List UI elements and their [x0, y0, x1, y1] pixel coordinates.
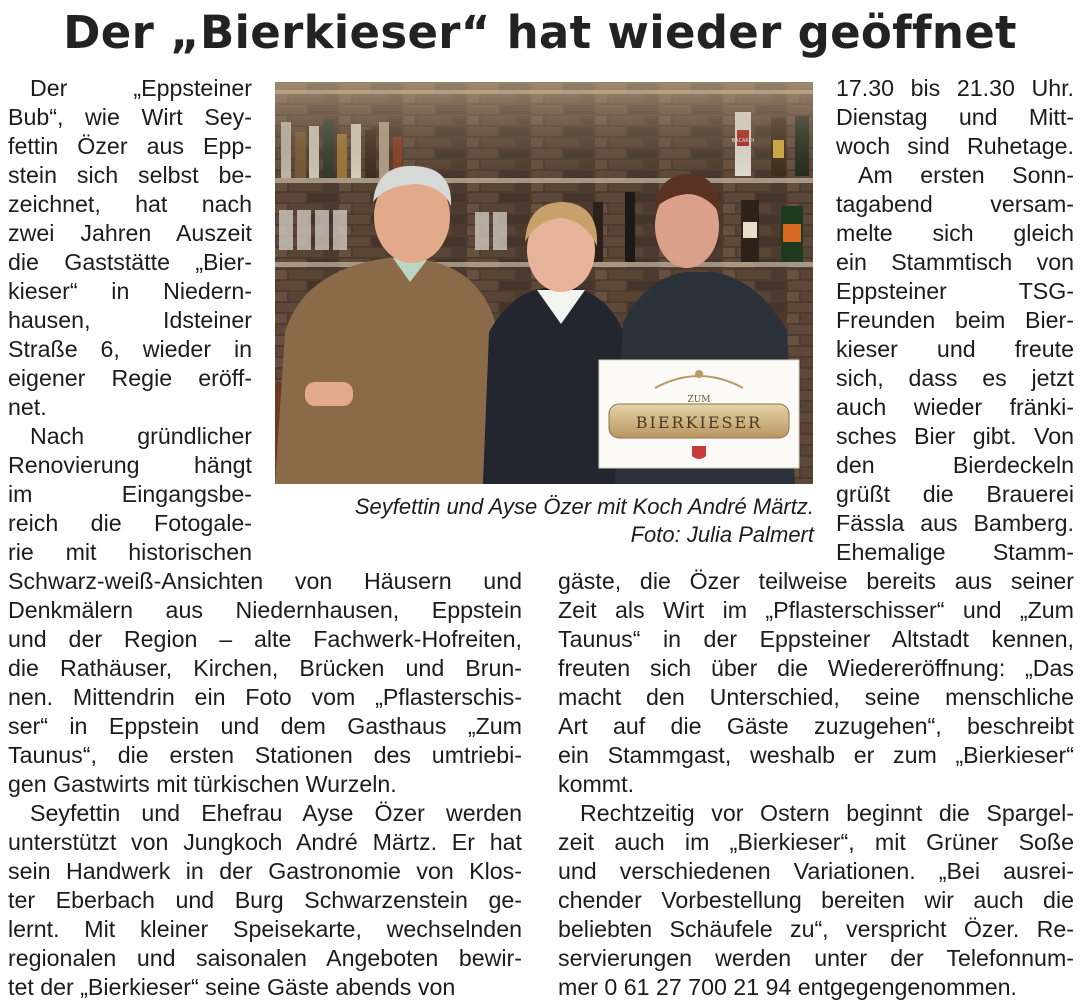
- text-line-col2: und verschiedenen Variationen. „Bei ausrei-: [558, 858, 1074, 884]
- text-line-col2: sich, dass es jetzt: [836, 365, 1074, 391]
- photo-credit: Foto: Julia Palmert: [630, 522, 814, 547]
- text-line-col1: zwei Jahren Auszeit: [8, 220, 252, 246]
- crest-icon: [692, 446, 706, 459]
- text-line-col1: eigener Regie eröff-: [8, 365, 252, 391]
- text-line-col2: Eppsteiner TSG-: [836, 278, 1074, 304]
- text-line-col1: Nach gründlicher: [30, 423, 252, 449]
- text-line-col2: Taunus“ in der Eppsteiner Altstadt kennen,: [558, 626, 1074, 652]
- text-line-col1: fettin Özer aus Epp-: [8, 133, 252, 159]
- text-line-col2: Ehemalige Stamm-: [836, 539, 1074, 565]
- text-line-col1: Bub“, wie Wirt Sey-: [8, 104, 252, 130]
- text-line-col2: ein Stammgast, weshalb er zum „Bierkieser“: [558, 742, 1074, 768]
- text-line-col1: ser“ in Eppstein und dem Gasthaus „Zum: [8, 713, 522, 739]
- text-line-col2: mer 0 61 27 700 21 94 entgegengenommen.: [558, 974, 1017, 1000]
- text-line-col2: den Bierdeckeln: [836, 452, 1074, 478]
- article-photo: [275, 82, 813, 484]
- text-line-col1: regionalen und saisonalen Angeboten bewir-: [8, 945, 522, 971]
- text-line-col2: ein Stammtisch von: [836, 249, 1074, 275]
- text-line-col2: sches Bier gibt. Von: [836, 423, 1074, 449]
- text-line-col2: macht den Unterschied, seine menschliche: [558, 684, 1074, 710]
- text-line-col1: gen Gastwirts mit türkischen Wurzeln.: [8, 771, 397, 797]
- text-line-col1: und der Region – alte Fachwerk-Hofreiten,: [8, 626, 522, 652]
- text-line-col2: Am ersten Sonn-: [858, 162, 1074, 188]
- text-line-col2: grüßt die Brauerei: [836, 481, 1074, 507]
- text-line-col1: unterstützt von Jungkoch André Märtz. Er hat: [8, 829, 522, 855]
- text-line-col2: auch wieder fränki-: [836, 394, 1074, 420]
- text-line-col1: Schwarz-weiß-Ansichten von Häusern und: [8, 568, 522, 594]
- text-line-col2: woch sind Ruhetage.: [836, 133, 1074, 159]
- text-line-col2: servierungen werden unter der Telefonnum-: [558, 945, 1074, 971]
- text-line-col1: die Gaststätte „Bier-: [8, 249, 252, 275]
- text-line-col1: zeichnet, hat nach: [8, 191, 252, 217]
- text-line-col2: gäste, die Özer teilweise bereits aus seiner: [558, 568, 1074, 594]
- text-line-col2: tagabend versam-: [836, 191, 1074, 217]
- text-line-col1: die Rathäuser, Kirchen, Brücken und Brun-: [8, 655, 522, 681]
- text-line-col1: Denkmälern aus Niedernhausen, Eppstein: [8, 597, 522, 623]
- text-line-col2: Rechtzeitig vor Ostern beginnt die Spargel-: [580, 800, 1074, 826]
- text-line-col2: melte sich gleich: [836, 220, 1074, 246]
- text-line-col1: net.: [8, 394, 47, 420]
- photo-caption: Seyfettin und Ayse Özer mit Koch André Märtz.: [354, 494, 814, 519]
- text-line-col1: stein sich selbst be-: [8, 162, 252, 188]
- text-line-col2: Fässla aus Bamberg.: [836, 510, 1074, 536]
- text-line-col2: zeit auch im „Bierkieser“, mit Grüner Soße: [558, 829, 1074, 855]
- text-line-col2: kommt.: [558, 771, 635, 797]
- text-line-col1: lernt. Mit kleiner Speisekarte, wechselnden: [8, 916, 522, 942]
- text-line-col2: Dienstag und Mitt-: [836, 104, 1074, 130]
- text-line-col1: tet der „Bierkieser“ seine Gäste abends von: [8, 974, 456, 1000]
- text-line-col2: beliebten Schäufele zu“, verspricht Özer. Re-: [558, 916, 1074, 942]
- text-line-col1: ter Eberbach und Burg Schwarzenstein ge-: [8, 887, 522, 913]
- text-line-col1: sein Handwerk in der Gastronomie von Klos-: [8, 858, 522, 884]
- text-line-col1: im Eingangsbe-: [8, 481, 252, 507]
- bierkieser-logo: [599, 360, 799, 468]
- logo-small-text: ZUM: [687, 395, 711, 405]
- text-line-col1: kieser“ in Niedern-: [8, 278, 252, 304]
- text-line-col2: Zeit als Wirt im „Pflasterschisser“ und „Zum: [558, 597, 1074, 623]
- text-line-col2: chender Vorbestellung bereiten wir auch die: [558, 887, 1074, 913]
- text-line-col1: nen. Mittendrin ein Foto vom „Pflasterschis-: [8, 684, 522, 710]
- logo-main-text: BIERKIESER: [635, 413, 763, 432]
- text-line-col2: Art auf die Gäste zuzugehen“, beschreibt: [558, 713, 1074, 739]
- text-line-col1: Seyfettin und Ehefrau Ayse Özer werden: [30, 800, 522, 826]
- text-line-col1: Der „Eppsteiner: [30, 75, 252, 101]
- headline: Der „Bierkieser“ hat wieder geöffnet: [63, 6, 1017, 59]
- text-line-col2: freuten sich über die Wiedereröffnung: „Das: [558, 655, 1074, 681]
- text-line-col1: reich die Fotogale-: [8, 510, 252, 536]
- text-line-col1: hausen, Idsteiner: [8, 307, 252, 333]
- text-line-col1: Straße 6, wieder in: [8, 336, 252, 362]
- text-line-col2: 17.30 bis 21.30 Uhr.: [836, 75, 1074, 101]
- photo-illustration: [275, 82, 813, 484]
- text-line-col2: Freunden beim Bier-: [836, 307, 1074, 333]
- text-line-col1: rie mit historischen: [8, 539, 252, 565]
- text-line-col2: kieser und freute: [836, 336, 1074, 362]
- text-line-col1: Renovierung hängt: [8, 452, 252, 478]
- text-line-col1: Taunus“, die ersten Stationen des umtriebi-: [8, 742, 522, 768]
